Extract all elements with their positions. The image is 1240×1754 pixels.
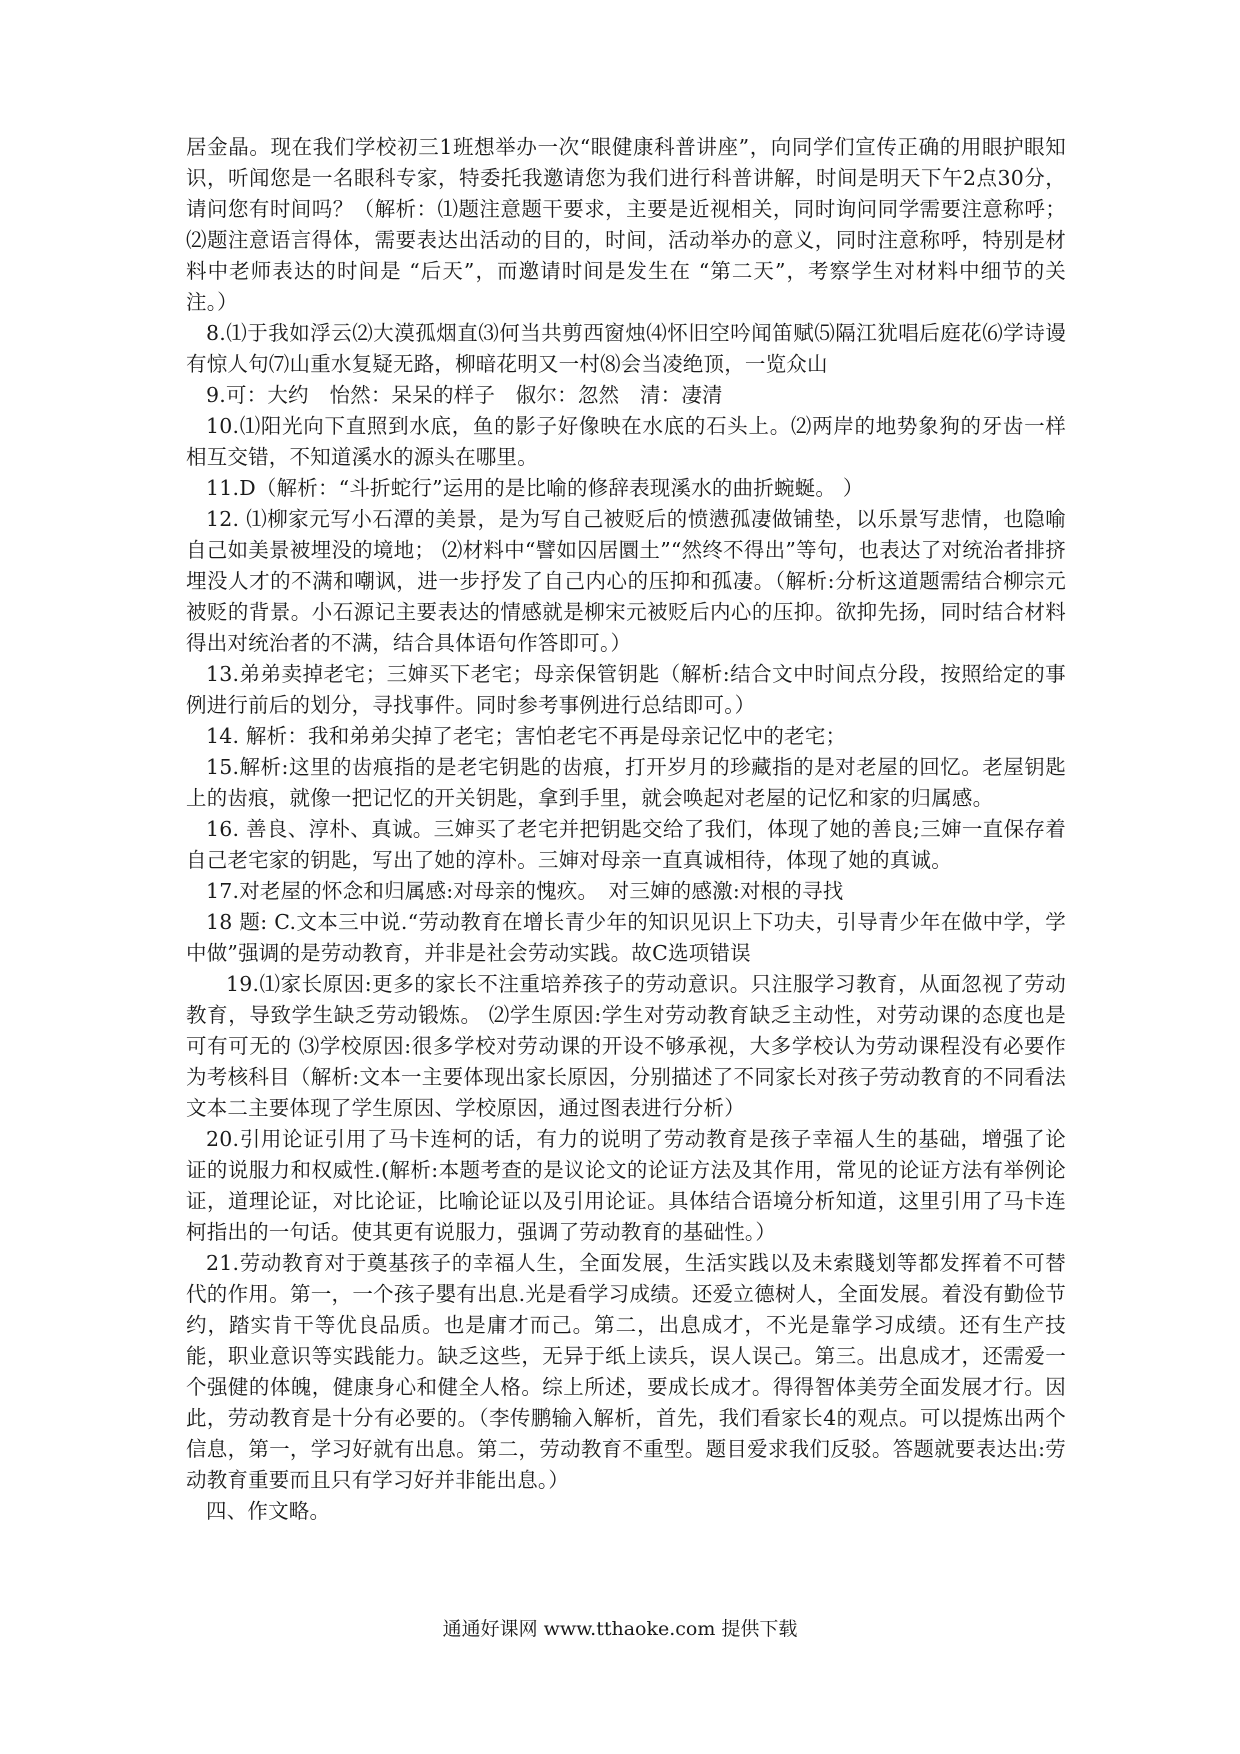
paragraph-answer-9: 9.可：大约 怡然：呆呆的样子 俶尔：忽然 清：凄清 bbox=[206, 383, 723, 407]
paragraph-answer-10: 10.⑴阳光向下直照到水底，鱼的影子好像映在水底的石头上。⑵两岸的地势象狗的牙齿一样相互交错，不知道溪水的源头在哪里。 bbox=[186, 414, 1066, 469]
paragraph-answer-8: 8.⑴于我如浮云⑵大漠孤烟直⑶何当共剪西窗烛⑷怀旧空吟闻笛赋⑸隔江犹唱后庭花⑹学诗谩有惊人句⑺山重水复疑无路，柳暗花明又一村⑻会当凌绝顶，一览众山 bbox=[186, 321, 1066, 376]
paragraph-answer-15: 15.解析:这里的齿痕指的是老宅钥匙的齿痕，打开岁月的珍藏指的是对老屋的回忆。老屋钥匙上的齿痕，就像一把记忆的开关钥匙，拿到手里，就会唤起对老屋的记忆和家的归属感。 bbox=[186, 755, 1066, 810]
paragraph-answer-16: 16. 善良、淳朴、真诚。三婶买了老宅并把钥匙交给了我们，体现了她的善良;三婶一直保存着自己老宅家的钥匙，写出了她的淳朴。三婶对母亲一直真诚相待，体现了她的真诚。 bbox=[186, 817, 1066, 872]
paragraph-answer-12: 12. ⑴柳家元写小石潭的美景，是为写自己被贬后的愤懑孤凄做铺垫，以乐景写悲情，也隐喻自己如美景被埋没的境地； ⑵材料中“譬如囚居圜土”“然终不得出”等句，也表达了对统治者排挤埋没人才的不满和嘲讽，进一步抒发了自己内心的压抑和孤凄。（解析:分析这道题需结合柳宗元被贬的背景。小石源记主要表达的情感就是柳宋元被贬后内心的压抑。欲抑先扬，同时结合材料得出对统治者的不满，结合具体语句作答即可。） bbox=[186, 507, 1066, 655]
paragraph-answer-18: 18 题: C.文本三中说.“劳动教育在增长青少年的知识见识上下功夫，引导青少年在做中学，学中做”强调的是劳动教育，并非是社会劳动实践。故C选项错误 bbox=[186, 910, 1066, 965]
paragraph-answer-21: 21.劳动教育对于奠基孩子的幸福人生，全面发展，生活实践以及未索賤划等都发挥着不可替代的作用。第一，一个孩子嬰有出息.光是看学习成绩。还爱立德树人，全面发展。着没有勤俭节约，踏实肯干等优良品质。也是庸才而己。第二，出息成才，不光是靠学习成绩。还有生产技能，职业意识等实践能力。缺乏这些，无异于纸上读兵，误人误己。第三。出息成才，还需爱一个强健的体魄，健康身心和健全人格。综上所述，要成长成才。得得智体美劳全面发展才行。因此，劳动教育是十分有必要的。（李传鹏输入解析，首先，我们看家长4的观点。可以提炼出两个信息，第一，学习好就有出息。第二，劳动教育不重型。题目爱求我们反驳。答题就要表达出:劳动教育重要而且只有学习好并非能出息。） bbox=[186, 1251, 1066, 1492]
paragraph-answer-17: 17.对老屋的怀念和归属感:对母亲的愧疚。 对三婶的感激:对根的寻找 bbox=[206, 879, 844, 903]
paragraph-answer-13: 13.弟弟卖掉老宅；三婶买下老宅；母亲保管钥匙（解析:结合文中时间点分段，按照给定的事例进行前后的划分，寻找事件。同时参考事例进行总结即可。） bbox=[186, 662, 1066, 717]
paragraph-answer-20: 20.引用论证引用了马卡连柯的话，有力的说明了劳动教育是孩子幸福人生的基础，增强了论证的说服力和权威性.(解析:本题考查的是议论文的论证方法及其作用，常见的论证方法有举例论证，道理论证，对比论证，比喻论证以及引用论证。具体结合语境分析知道，这里引用了马卡连柯指出的一句话。使其更有说服力，强调了劳动教育的基础性。） bbox=[186, 1127, 1066, 1244]
answer-key-body bbox=[186, 132, 1066, 1527]
page-footer: 通通好课网 www.tthaoke.com 提供下载 bbox=[442, 1618, 798, 1640]
paragraph-answer-11: 11.D（解析：“斗折蛇行”运用的是比喻的修辞表现溪水的曲折蜿蜒。 ） bbox=[206, 476, 864, 500]
paragraph-answer-14: 14. 解析：我和弟弟尖掉了老宅；害怕老宅不再是母亲记忆中的老宅； bbox=[206, 724, 847, 748]
paragraph-section-4: 四、作文略。 bbox=[206, 1499, 331, 1523]
paragraph-answer-19: 19.⑴家长原因:更多的家长不注重培养孩子的劳动意识。只注服学习教育，从面忽视了劳动教育，导致学生缺乏劳动锻炼。 ⑵学生原因:学生对劳动教育缺乏主动性，对劳动课的态度也是可有可无的 ⑶学校原因:很多学校对劳动课的开设不够承视，大多学校认为劳动课程没有必要作为考核科目（解析:文本一主要体现出家长原因，分别描述了不同家长对孩子劳动教育的不同看法文本二主要体现了学生原因、学校原因，通过图表进行分析） bbox=[186, 972, 1066, 1120]
paragraph-answer-7-continued: 居金晶。现在我们学校初三1班想举办一次“眼健康科普讲座”，向同学们宣传正确的用眼护眼知识，听闻您是一名眼科专家，特委托我邀请您为我们进行科普讲解，时间是明天下午2点30分，请问您有时间吗？（解析：⑴题注意题干要求，主要是近视相关，同时询问同学需要注意称呼；⑵题注意语言得体，需要表达出活动的目的，时间，活动举办的意义，同时注意称呼，特别是材料中老师表达的时间是 “后天”，而邀请时间是发生在 “第二天”，考察学生对材料中细节的关注。） bbox=[186, 135, 1066, 314]
